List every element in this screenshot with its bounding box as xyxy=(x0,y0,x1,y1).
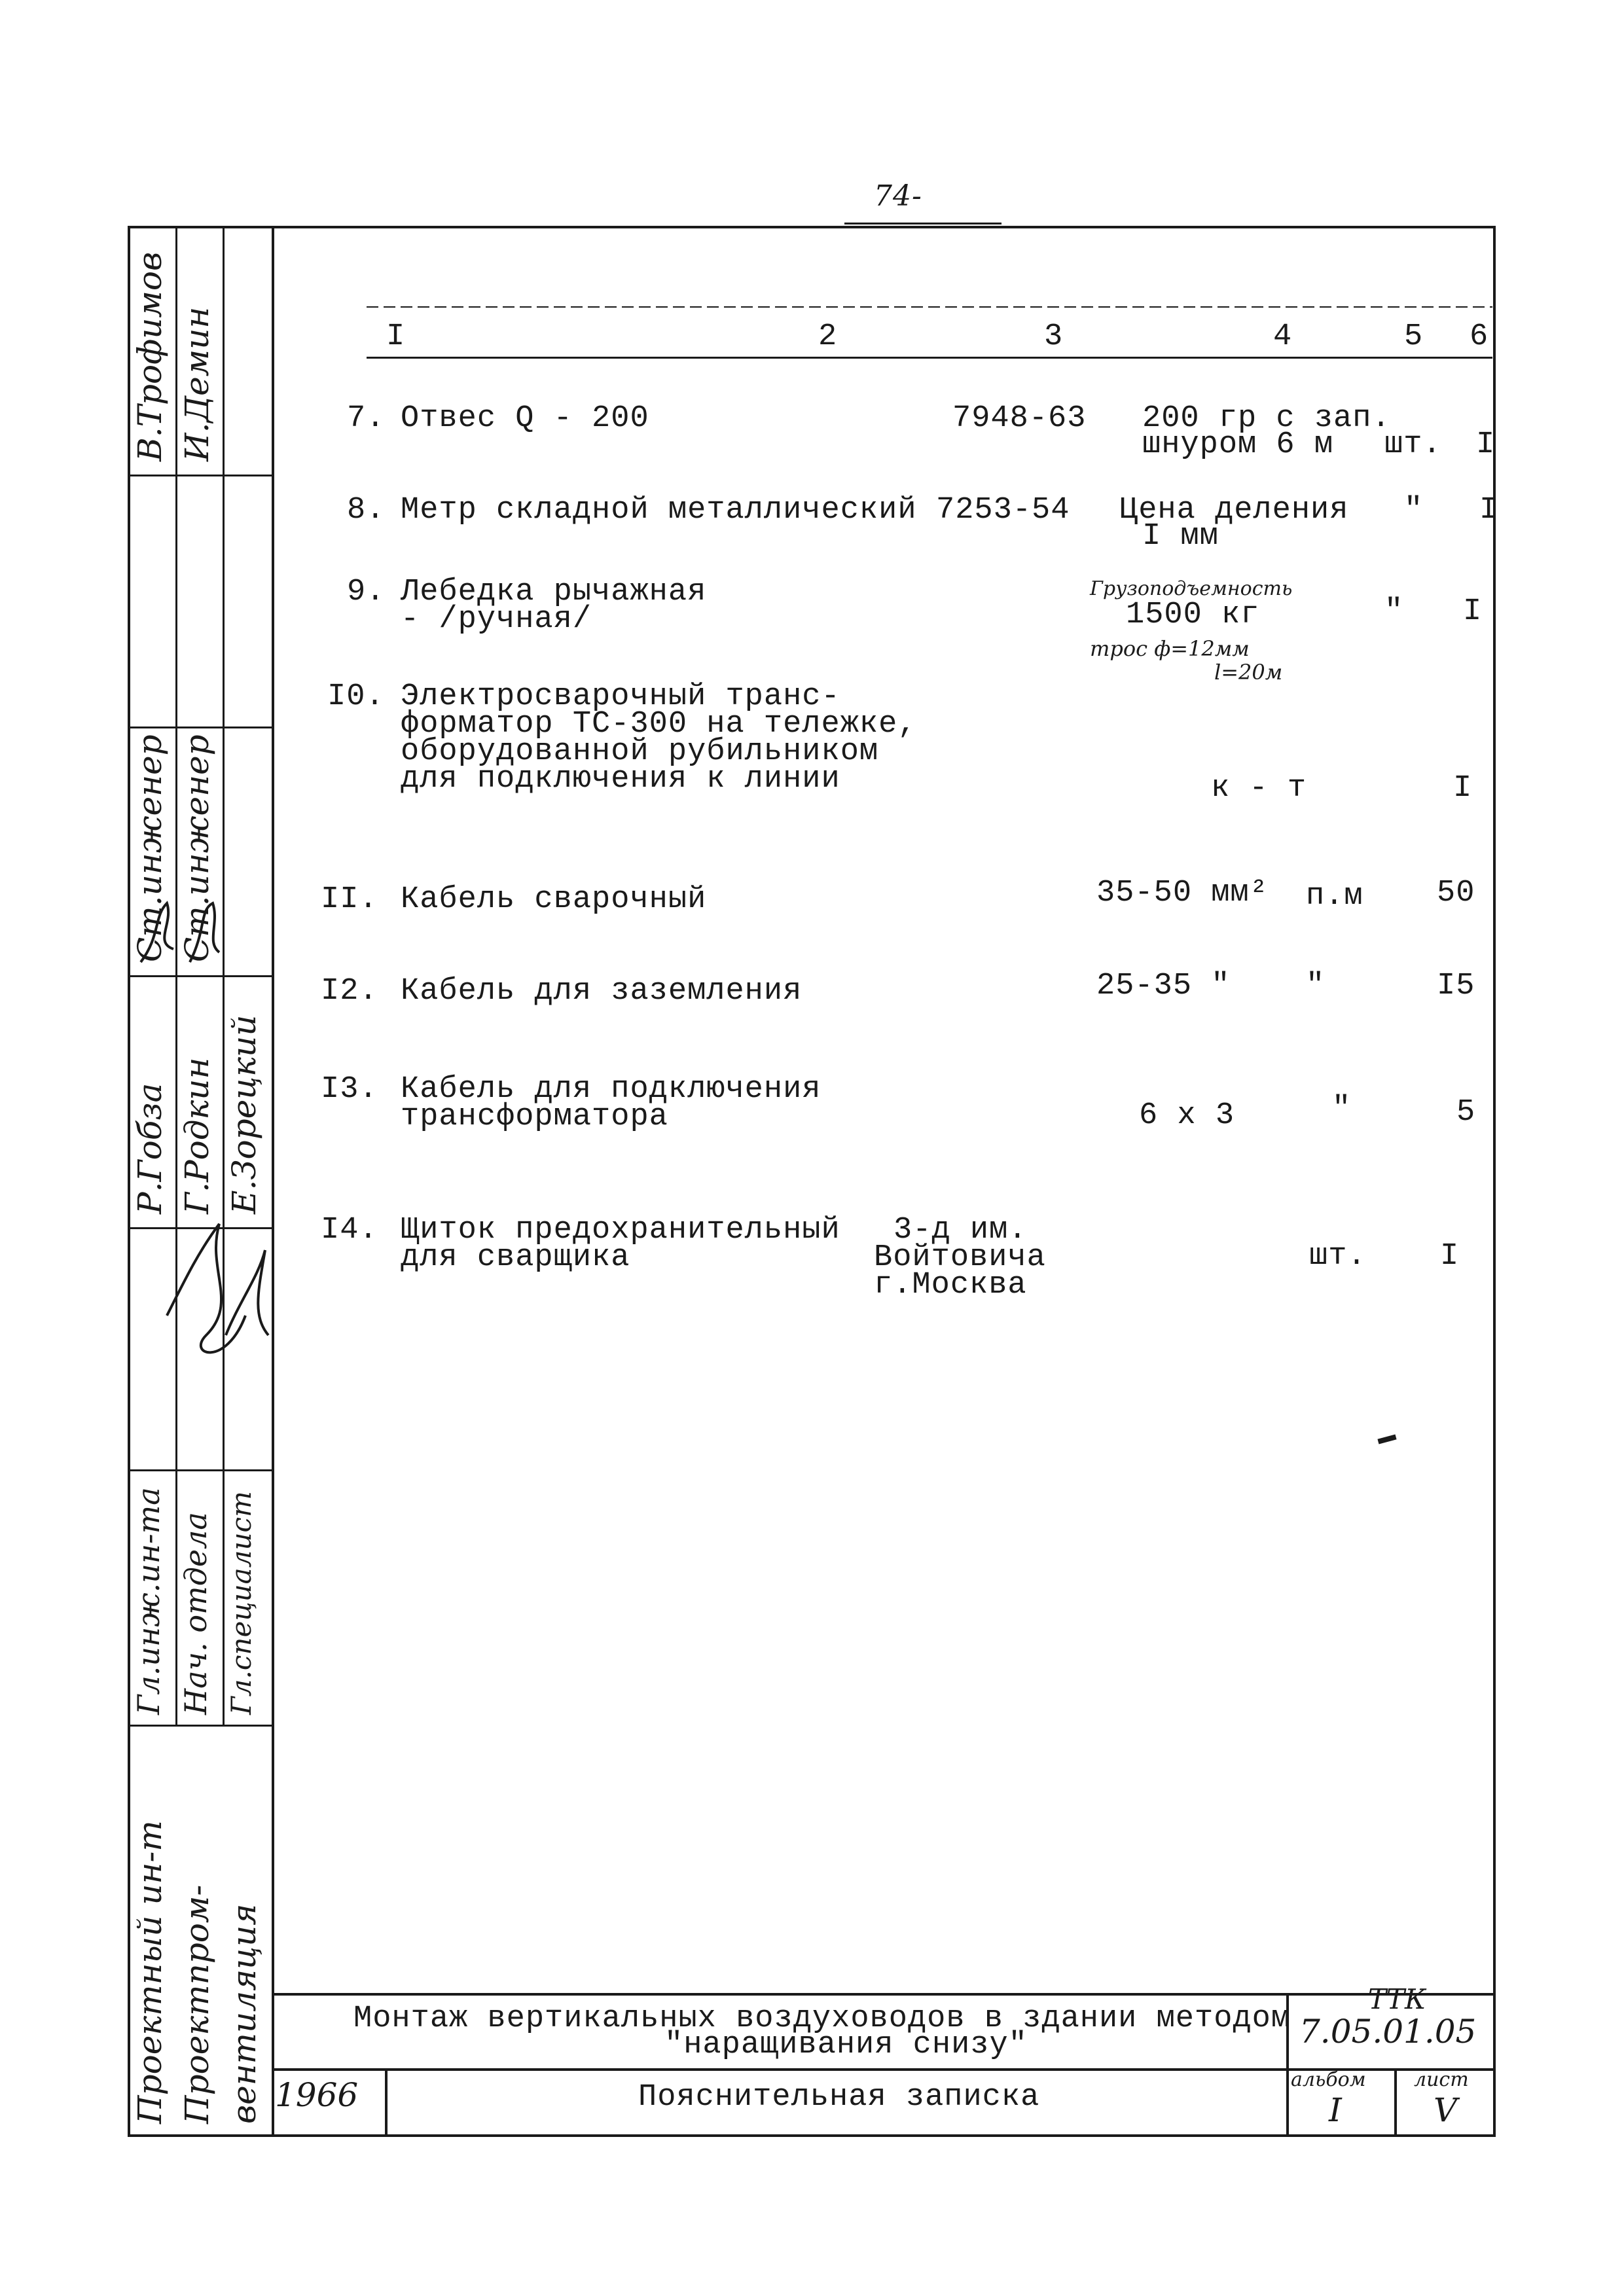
stamp-title-2: "наращивания снизу" xyxy=(664,2028,1028,2062)
side-name-1: В.Трофимов xyxy=(131,251,169,461)
row-9-spec: 1500 кг xyxy=(1126,598,1260,632)
row-13-qty: 5 xyxy=(1456,1095,1476,1130)
row-9-unit: " xyxy=(1384,594,1404,629)
row-9-spec-length: l=20м xyxy=(1214,660,1283,685)
side-name-5: Е.Зорецкий xyxy=(225,1014,263,1214)
row-14-maker-1: 3-д им. xyxy=(893,1213,1028,1247)
side-position-1: Гл.инж.ин-та xyxy=(131,1487,166,1715)
row-10-name-3: оборудованной рубильником xyxy=(401,734,879,769)
col-header-5: 5 xyxy=(1404,319,1424,354)
row-9-spec-note: Грузоподъемность xyxy=(1090,577,1293,600)
stamp-album-divider xyxy=(1394,2068,1397,2137)
row-13-name-1: Кабель для подключения xyxy=(401,1072,821,1107)
side-org-2: Проектпром- xyxy=(178,1884,216,2124)
row-8-qty: I xyxy=(1479,493,1499,528)
row-9-name-1: Лебедка рычажная xyxy=(401,575,707,609)
col-header-3: 3 xyxy=(1044,319,1064,354)
row-13-name-2: трансформатора xyxy=(401,1100,668,1134)
side-name-3: Р.Гобза xyxy=(131,1083,169,1214)
side-position-ct1: Ст.инженер xyxy=(131,734,169,962)
row-10-name-4: для подключения к линии xyxy=(401,762,840,797)
row-14-maker-2: Войтовича xyxy=(874,1240,1046,1275)
stamp-subtitle: Пояснительная записка xyxy=(638,2080,1040,2115)
stamp-code: 7.05.01.05 xyxy=(1299,2013,1477,2051)
stamp-album-label: альбом xyxy=(1291,2068,1366,2091)
page-number: 74- xyxy=(874,179,922,213)
row-12-num: I2. xyxy=(321,974,378,1009)
row-9-num: 9. xyxy=(347,575,386,609)
row-8-spec-2: I мм xyxy=(1142,519,1219,554)
row-11-num: II. xyxy=(321,882,378,917)
row-12-name: Кабель для заземления xyxy=(401,974,803,1009)
header-dash-line xyxy=(367,306,1492,308)
stamp-top-line xyxy=(272,1993,1496,1996)
row-8-unit: " xyxy=(1404,493,1424,528)
stamp-code-label: ТТК xyxy=(1368,1983,1426,2015)
row-7-spec-1: 200 гр с зап. xyxy=(1142,401,1391,436)
side-org-3: вентиляция xyxy=(225,1903,263,2124)
row-8-name: Метр складной металлический xyxy=(401,493,917,528)
frame-top xyxy=(128,226,1496,228)
side-hline-6 xyxy=(128,1725,273,1727)
stamp-year-divider xyxy=(385,2068,388,2137)
side-position-3: Гл.специалист xyxy=(225,1491,257,1715)
row-9-name-2: - /ручная/ xyxy=(401,602,592,637)
row-10-num: I0. xyxy=(327,679,385,714)
side-name-2: И.Демин xyxy=(178,306,216,461)
row-14-name-2: для сварщика xyxy=(401,1240,630,1275)
row-12-unit: " xyxy=(1306,969,1326,1003)
stamp-title-1: Монтаж вертикальных воздуховодов в здании методом xyxy=(353,2001,1291,2036)
row-11-qty: 50 xyxy=(1437,876,1475,910)
row-7-gost: 7948-63 xyxy=(952,401,1087,436)
col-header-4: 4 xyxy=(1273,319,1293,354)
stamp-sheet: V xyxy=(1434,2091,1458,2129)
row-13-num: I3. xyxy=(321,1072,378,1107)
row-13-spec: 6 х 3 xyxy=(1139,1098,1235,1133)
row-8-num: 8. xyxy=(347,493,386,528)
signature-scribbles xyxy=(128,726,273,1473)
row-12-qty: I5 xyxy=(1437,969,1475,1003)
row-11-name: Кабель сварочный xyxy=(401,882,707,917)
row-9-spec-rope: трос ф=12мм xyxy=(1090,636,1250,661)
stray-mark xyxy=(1377,1435,1396,1444)
col-header-6: 6 xyxy=(1470,319,1489,354)
row-9-qty: I xyxy=(1463,594,1483,629)
row-13-unit: " xyxy=(1332,1092,1352,1126)
row-11-spec: 35-50 мм² xyxy=(1096,876,1269,910)
stamp-album: I xyxy=(1329,2091,1342,2129)
side-hline-1 xyxy=(128,475,273,476)
frame-bottom xyxy=(128,2134,1496,2137)
side-org-1: Проектный ин-т xyxy=(131,1820,169,2124)
row-14-unit: шт. xyxy=(1309,1239,1367,1274)
side-name-4: Г.Родкин xyxy=(178,1057,216,1214)
col-header-1: I xyxy=(386,319,406,354)
row-10-unit: к - т xyxy=(1211,771,1307,806)
header-underline xyxy=(367,357,1492,359)
row-8-spec-1: Цена деления xyxy=(1119,493,1349,528)
side-position-2: Нач. отдела xyxy=(178,1512,213,1715)
side-position-ct2: Ст.инженер xyxy=(178,734,216,962)
row-12-spec: 25-35 " xyxy=(1096,969,1231,1003)
row-10-qty: I xyxy=(1453,771,1473,806)
row-7-spec-2: шнуром 6 м xyxy=(1142,427,1334,462)
stamp-year: 1966 xyxy=(275,2076,359,2114)
row-7-qty: I xyxy=(1476,427,1496,462)
row-7-name: Отвес Q - 200 xyxy=(401,401,649,436)
row-10-name-1: Электросварочный транс- xyxy=(401,679,840,714)
row-14-name-1: Щиток предохранительный xyxy=(401,1213,840,1247)
row-7-num: 7. xyxy=(347,401,386,436)
row-14-num: I4. xyxy=(321,1213,378,1247)
stamp-sheet-label: лист xyxy=(1414,2068,1469,2091)
row-14-qty: I xyxy=(1440,1239,1460,1274)
row-10-name-2: форматор ТС-300 на тележке, xyxy=(401,707,917,742)
row-8-gost: 7253-54 xyxy=(936,493,1070,528)
col-header-2: 2 xyxy=(818,319,838,354)
row-14-maker-3: г.Москва xyxy=(874,1268,1027,1302)
top-rule xyxy=(844,223,1001,224)
row-7-unit: шт. xyxy=(1384,427,1442,462)
row-11-unit: п.м xyxy=(1306,879,1363,914)
